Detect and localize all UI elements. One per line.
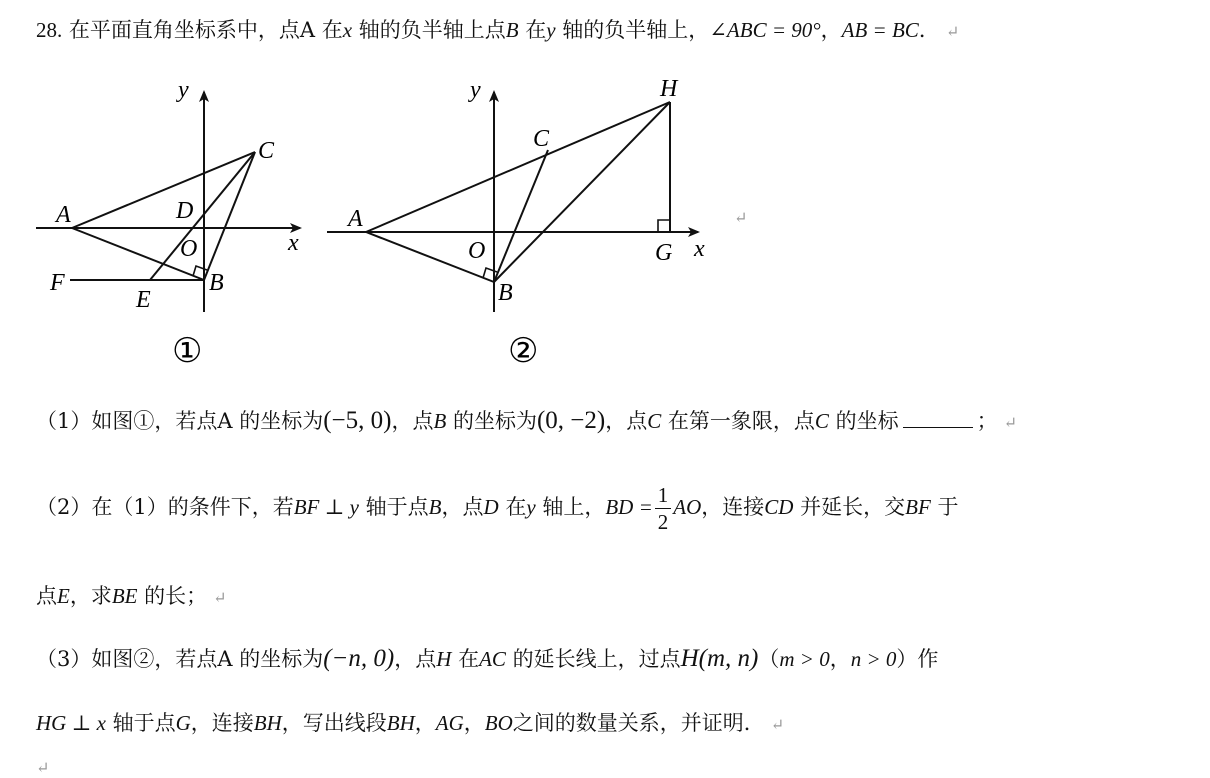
part-3-line-1: （3）如图②，若点A 的坐标为(−n, 0)，点H 在AC 的延长线上，过点H(m, n)（m > 0，n > 0）作 bbox=[36, 645, 939, 672]
label-b: B bbox=[498, 280, 513, 306]
segment-bc bbox=[494, 150, 548, 282]
label-c: C bbox=[258, 138, 275, 164]
label-h: H bbox=[660, 76, 678, 102]
right-angle-mark-g bbox=[658, 220, 670, 232]
label-d: D bbox=[176, 198, 194, 224]
label-x: x bbox=[694, 236, 705, 262]
paragraph-mark: ↵ bbox=[734, 208, 748, 227]
label-g: G bbox=[655, 240, 673, 266]
figure-2-caption: ② bbox=[508, 333, 539, 370]
part-2-line-1: （2）在（1）的条件下，若BF ⊥ y 轴于点B，点D 在y 轴上，BD = $\frac{1}{2}$ AO，连接CD 并延长，交BF 于 bbox=[36, 483, 959, 534]
label-f: F bbox=[50, 270, 65, 296]
label-c: C bbox=[533, 126, 550, 152]
label-x: x bbox=[288, 230, 299, 256]
segment-ah bbox=[366, 102, 670, 232]
paragraph-mark: ↵ bbox=[36, 758, 50, 777]
paragraph-mark: ↵ bbox=[945, 22, 960, 41]
segment-bh bbox=[494, 102, 673, 282]
figure-1 bbox=[30, 70, 320, 370]
label-e: E bbox=[136, 287, 151, 313]
problem-intro: 28. 在平面直角坐标系中，点A 在x 轴的负半轴上点B 在y 轴的负半轴上，∠ABC = 90°，AB = BC． ↵ bbox=[36, 18, 960, 42]
figure-2 bbox=[325, 70, 725, 370]
fraction-one-half: $\frac{1}{2}$ bbox=[655, 482, 672, 535]
label-o: O bbox=[180, 236, 198, 262]
part-1: （1）如图①，若点A 的坐标为(−5, 0)，点B 的坐标为(0, −2)，点C 在第一象限，点C 的坐标 ； ↵ bbox=[36, 407, 1018, 434]
part-2-line-2: 点E，求BE 的长； ↵ bbox=[36, 584, 227, 608]
label-b: B bbox=[209, 270, 224, 296]
label-a: A bbox=[56, 202, 71, 228]
segment-ac bbox=[72, 152, 255, 228]
part-3-line-2: HG ⊥ x 轴于点G，连接BH，写出线段BH，AG，BO之间的数量关系，并证明． ↵ bbox=[36, 711, 785, 735]
segment-bc bbox=[204, 152, 255, 280]
label-a: A bbox=[348, 206, 363, 232]
figure-1-caption: ① bbox=[172, 333, 203, 370]
label-y: y bbox=[178, 77, 189, 103]
label-o: O bbox=[468, 238, 486, 264]
label-y: y bbox=[470, 77, 481, 103]
answer-blank bbox=[903, 426, 973, 428]
segment-ce bbox=[150, 152, 255, 280]
